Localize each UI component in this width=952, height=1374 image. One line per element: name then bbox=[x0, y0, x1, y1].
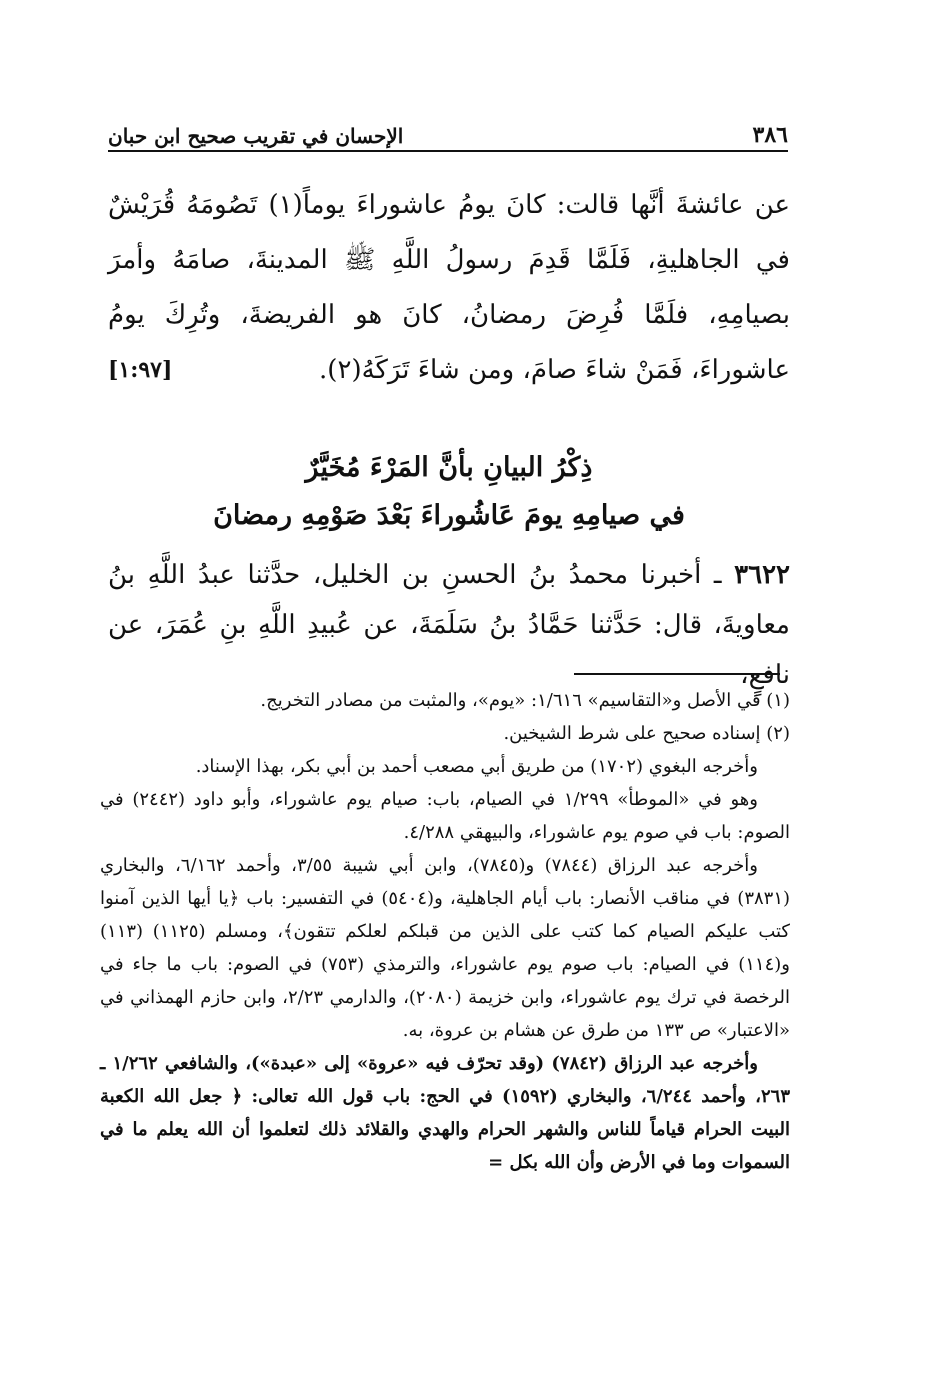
main-text-block bbox=[108, 178, 790, 398]
footnote-paragraph: (٢) إسناده صحيح على شرط الشيخين. bbox=[503, 723, 790, 744]
footnote-paragraph: (١) في الأصل و«التقاسيم» ١/٦١٦: «يوم»، والمثبت من مصادر التخريج. bbox=[260, 690, 790, 711]
chapter-heading-line-2: في صيامِهِ يومَ عَاشُوراءَ بَعْدَ صَوْمِهِ رمضانَ bbox=[213, 500, 685, 531]
footnotes-section bbox=[100, 684, 790, 1179]
chapter-heading bbox=[108, 444, 790, 540]
footnote-paragraph: وهو في «الموطأ» ١/٢٩٩ في الصيام، باب: صيام يوم عاشوراء، وأبو داود (٢٤٤٢) في الصوم: باب في صوم يوم عاشوراء، والبيهقي ٤/٢٨٨. bbox=[100, 789, 790, 843]
chapter-heading-line-1: ذِكْرُ البيانِ بأنَّ المَرْءَ مُخَيَّرٌ bbox=[305, 452, 593, 483]
page-header bbox=[108, 112, 788, 148]
hadith-block bbox=[108, 550, 790, 700]
hadith-text: ـ أخبرنا محمدُ بنُ الحسنِ بن الخليل، حدَّثنا عبدُ اللَّهِ بنُ معاويةَ، قال: حَدَّثنا حَمَّادُ بنُ سَلَمَةَ، عن عُبيدِ اللَّهِ بنِ عُمَرَ، عن نافعٍ، bbox=[108, 560, 790, 690]
footnote-paragraph: وأخرجه عبد الرزاق (٧٨٤٤) و(٧٨٤٥)، وابن أبي شيبة ٣/٥٥، وأحمد ٦/١٦٢، والبخاري (٣٨٣١) في مناقب الأنصار: باب أيام الجاهلية، و(٥٤٠٤) في التفسير: باب ﴿يا أيها الذين آمنوا كتب عليكم الصيام كما كتب على الذين من قبلكم لعلكم تتقون﴾، ومسلم (١١٢٥) (١١٣) و(١١٤) في الصيام: باب صوم يوم عاشوراء، والترمذي (٧٥٣) في الصوم: باب ما جاء في الرخصة في ترك يوم عاشوراء، وابن خزيمة (٢٠٨٠)، والدارمي ٢/٢٣، وابن حازم الهمذاني في «الاعتبار» ص ١٣٣ من طرق عن هشام بن عروة، به. bbox=[100, 855, 791, 1041]
footnote-paragraph: وأخرجه البغوي (١٧٠٢) من طريق أبي مصعب أحمد بن أبي بكر، بهذا الإسناد. bbox=[195, 756, 758, 777]
header-divider bbox=[108, 150, 788, 152]
footnote-divider bbox=[574, 673, 780, 675]
footnote-paragraph: وأخرجه عبد الرزاق (٧٨٤٢) (وقد تحرّف فيه «عروة» إلى «عبدة»)، والشافعي ١/٢٦٢ ـ ٢٦٣، وأحمد ٦/٢٤٤، والبخاري (١٥٩٢) في الحج: باب قول الله تعالى: ﴿ جعل الله الكعبة البيت الحرام قياماً للناس والشهر الحرام والهدي والقلائد ذلك لتعلموا أن الله يعلم ما في السموات وما في الأرض وأن الله بكل = bbox=[100, 1053, 790, 1173]
book-title: الإحسان في تقريب صحيح ابن حبان bbox=[108, 124, 404, 148]
page-number: ٣٨٦ bbox=[752, 122, 788, 148]
volume-reference: [١:٩٧] bbox=[108, 357, 173, 383]
main-text: عن عائشةَ أنَّها قالت: كانَ يومُ عاشوراءَ يوماً(١) تَصُومَهُ قُرَيْشٌ في الجاهليةِ، فَلَمَّا قَدِمَ رسولُ اللَّهِ ﷺ المدينةَ، صامَهُ وأمرَ بصيامِهِ، فلَمَّا فُرِضَ رمضانُ، كانَ هو الفريضةَ، وتُرِكَ يومُ عاشوراءَ، فَمَنْ شاءَ صامَ، ومن شاءَ تَرَكَهُ(٢). bbox=[108, 190, 790, 385]
hadith-number: ٣٦٢٢ bbox=[734, 560, 791, 590]
